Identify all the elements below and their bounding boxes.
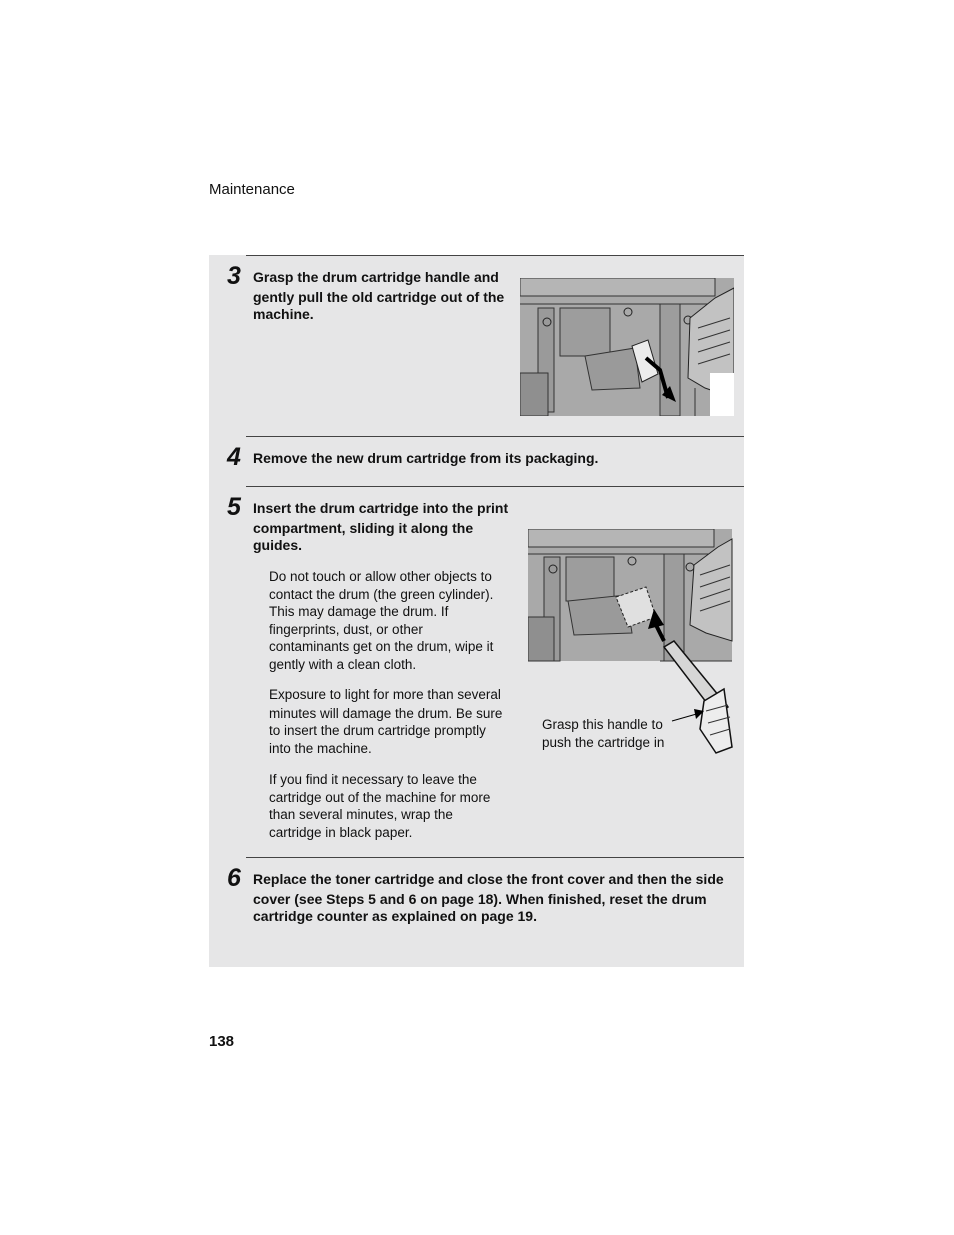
text-line: compartment, sliding it along the xyxy=(253,519,474,536)
text-line: cartridge in black paper. xyxy=(269,824,413,840)
text-line: gently pull the old cartridge out of the xyxy=(253,288,505,305)
text-line: than several minutes, wrap the xyxy=(269,807,453,822)
text-line: Do not touch or allow other objects to xyxy=(269,569,492,584)
step-5-instruction xyxy=(253,500,523,555)
step-number: 6 xyxy=(227,864,241,892)
text-line: Replace the toner cartridge and close the front cover and then the side xyxy=(253,871,724,887)
caution-note-drum xyxy=(269,568,517,673)
step-4-instruction xyxy=(253,450,733,468)
text-line: If you find it necessary to leave the xyxy=(269,772,477,787)
step-6-instruction xyxy=(253,871,733,926)
text-line: contaminants get on the drum, wipe it xyxy=(269,639,494,654)
text-line: Grasp this handle to xyxy=(542,717,663,732)
step-divider xyxy=(246,255,744,256)
step-divider xyxy=(246,857,744,858)
text-line: cartridge counter as explained on page 19. xyxy=(253,908,537,924)
step-3-instruction xyxy=(253,269,513,324)
text-line: push the cartridge in xyxy=(542,734,665,750)
text-line: contact the drum (the green cylinder). xyxy=(269,586,494,602)
text-line: cartridge out of the machine for more xyxy=(269,789,491,805)
section-title: Maintenance xyxy=(209,181,295,198)
step-number: 5 xyxy=(227,493,241,521)
text-line: Grasp the drum cartridge handle and xyxy=(253,269,499,285)
text-line: fingerprints, dust, or other xyxy=(269,621,423,637)
text-line: minutes will damage the drum. Be sure xyxy=(269,705,503,721)
caution-note-light xyxy=(269,686,517,757)
page-number: 138 xyxy=(209,1033,235,1050)
step-number: 3 xyxy=(227,262,241,290)
text-line: This may damage the drum. If xyxy=(269,604,449,619)
text-line: Insert the drum cartridge into the print xyxy=(253,500,509,516)
step-number: 4 xyxy=(227,443,241,471)
step-divider xyxy=(246,436,744,437)
text-line: to insert the drum cartridge promptly xyxy=(269,723,486,738)
remove-cartridge-illustration xyxy=(520,278,734,416)
text-line: into the machine. xyxy=(269,740,372,756)
caution-note-storage xyxy=(269,771,517,841)
text-line: Remove the new drum cartridge from its packaging. xyxy=(253,450,599,466)
step-divider xyxy=(246,486,744,487)
text-line: cover (see Steps 5 and 6 on page 18). When finished, reset the drum xyxy=(253,890,707,907)
text-line: Exposure to light for more than several xyxy=(269,687,501,702)
figure-caption xyxy=(542,716,664,751)
text-line: gently with a clean cloth. xyxy=(269,656,417,672)
text-line: machine. xyxy=(253,306,314,322)
text-line: guides. xyxy=(253,537,303,553)
